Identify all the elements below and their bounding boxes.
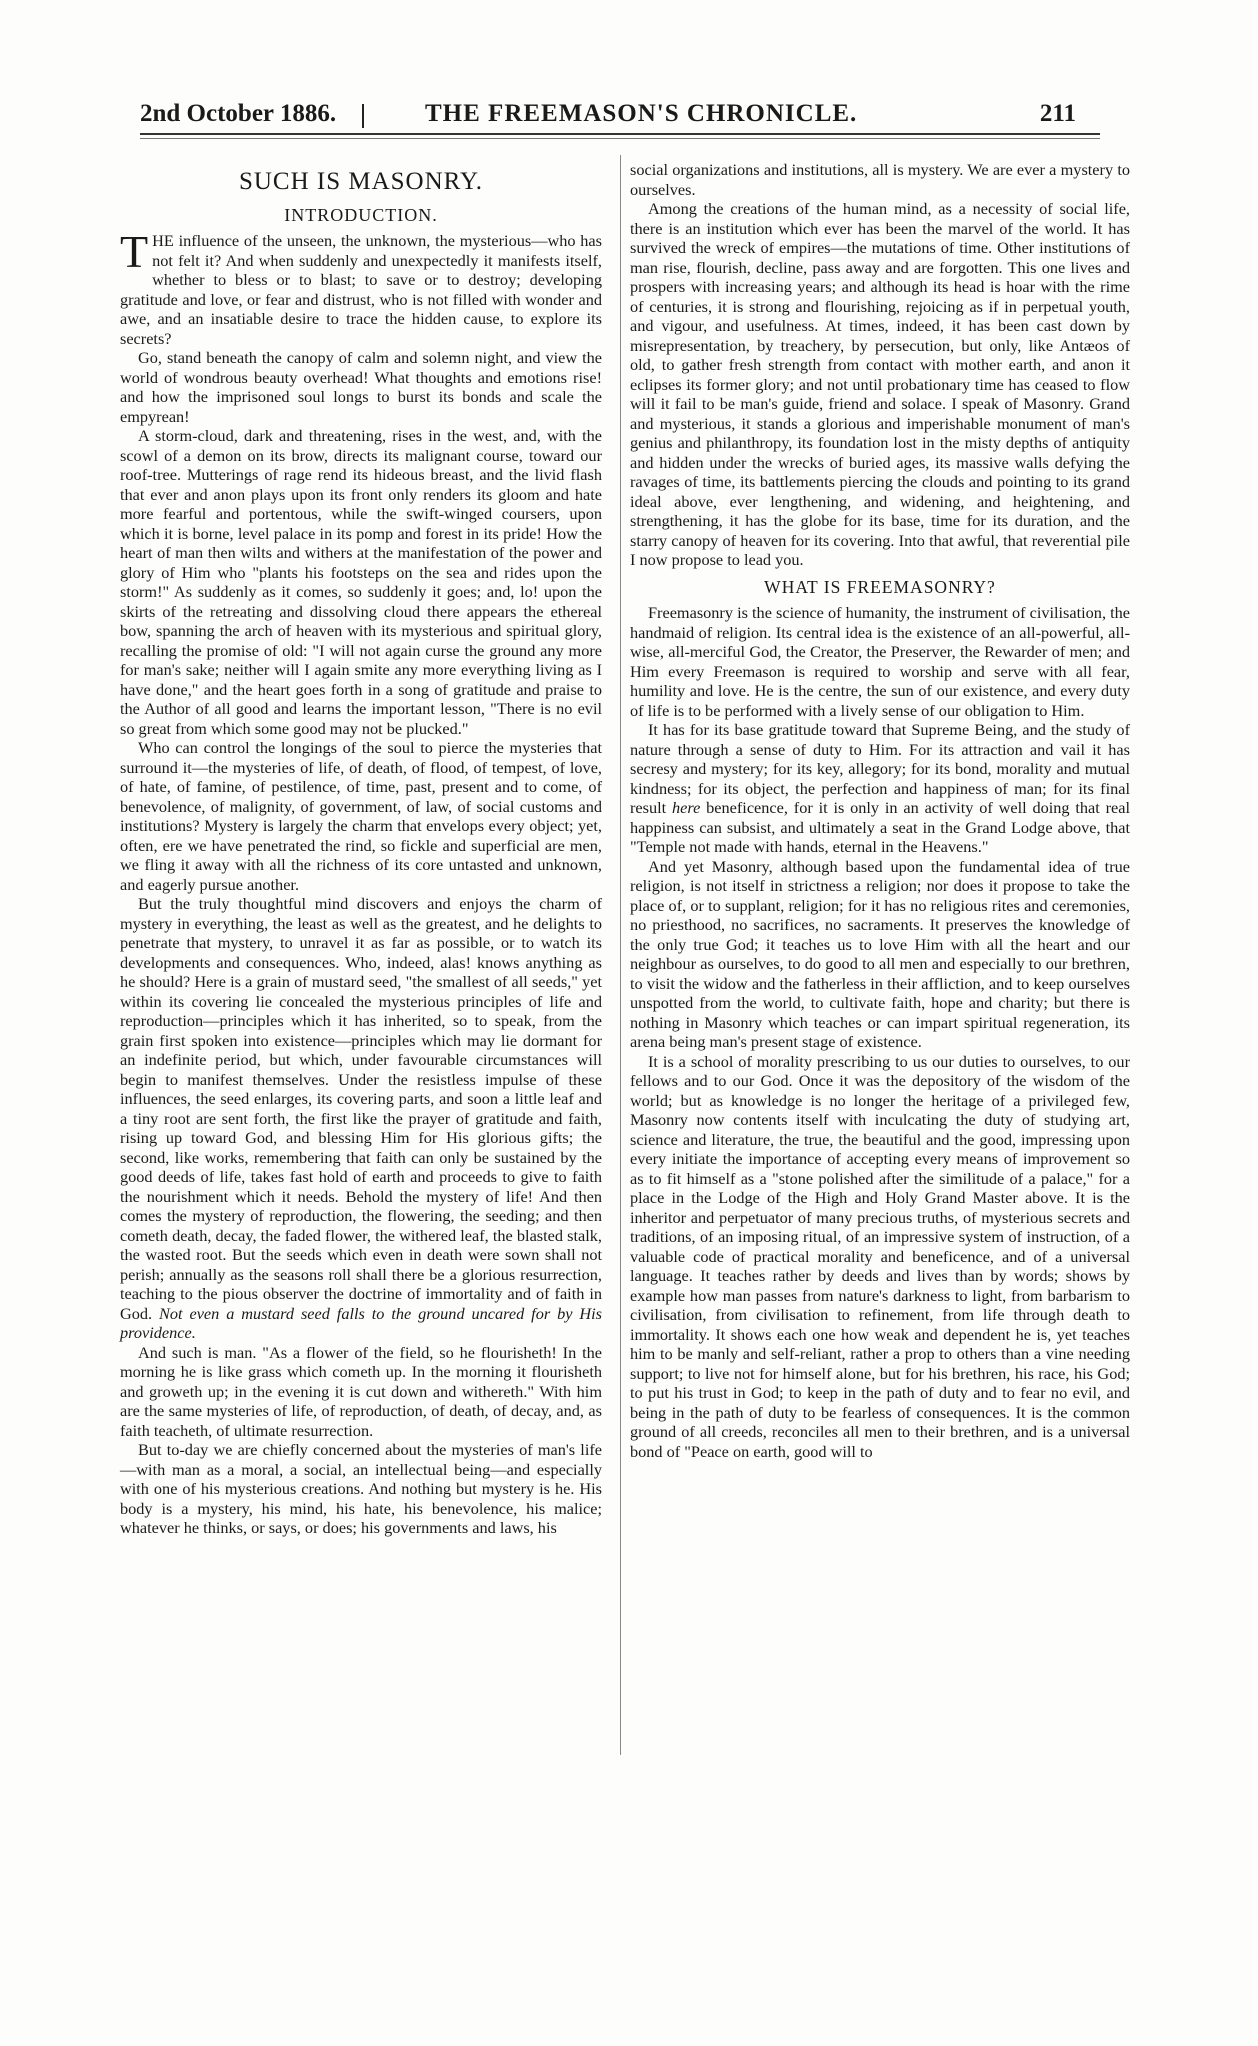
drop-cap: T: [120, 226, 149, 277]
paragraph: [120, 226, 602, 348]
paragraph-text: HE influence of the unseen, the unknown, the mysterious—who has not felt it? And when suddenly and unexpectedly it manifests itself, whether to bless or to blast; to save or to destroy; developing gratitude and love, or fear and distrust, who is not filled with wonder and awe, and an insatiable desire to trace the hidden cause, to explore its secrets?: [120, 231, 602, 348]
paragraph: [120, 894, 602, 1343]
paragraph: And yet Masonry, although based upon the fundamental idea of true religion, is not itself in strictness a religion; nor does it propose to take the place of, or to supplant, religion; for it has no religious rites and ceremonies, no priesthood, no sacrifices, no sacraments. It preserves the knowledge of the only true God; it teaches us to love Him with all the heart and our neighbour as ourselves, to do good to all men and especially to our brethren, to visit the widow and the fatherless in their affliction, and to keep ourselves unspotted from the world, to cultivate faith, hope and charity; but there is nothing in Masonry which teaches or can impart spiritual regeneration, its arena being man's present stage of existence.: [630, 856, 1130, 1051]
article-subtitle: INTRODUCTION.: [284, 204, 438, 225]
italic-text: here: [672, 798, 701, 817]
header-divider: [362, 104, 364, 128]
right-column: [630, 160, 1130, 1461]
section-heading: WHAT IS FREEMASONRY?: [764, 576, 996, 597]
paragraph-text: beneficence, for it is only in an activity of well doing that real happiness can subsist, and ultimately a seat in the Grand Lodge above, that "Temple not made with hands, eternal in the Heavens.": [630, 798, 1130, 856]
article-title: SUCH IS MASONRY.: [238, 168, 484, 195]
header-page-number: 211: [1039, 100, 1076, 127]
left-column: [120, 160, 602, 1538]
paragraph: Go, stand beneath the canopy of calm and solemn night, and view the world of wondrous beauty overhead! What thoughts and emotions rise! and how the imprisoned soul longs to burst its bonds and scale the empyrean!: [120, 348, 602, 426]
paragraph: A storm-cloud, dark and threatening, rises in the west, and, with the scowl of a demon on its brow, directs its malignant course, toward our roof-tree. Mutterings of rage rend its hideous breast, and the livid flash that ever and anon plays upon its front only renders its gloom and hate more fearful and portentous, while the swift-winged coursers, upon which it is borne, level palace in its pomp and forest in its pride! How the heart of man then wilts and withers at the manifestation of the power and glory of Him who "plants his footsteps on the sea and rides upon the storm!" As suddenly as it comes, so suddenly it goes; and, lo! upon the skirts of the retreating and dissolving cloud there appears the ethereal bow, spanning the arch of heaven with its mysterious and spiritual glory, recalling the promise of old: "I will not again curse the ground any more for man's sake; neither will I again smite any more everything living as I have done," and the heart goes forth in a song of gratitude and praise to the Author of all good and learns the important lesson, "There is no evil so great from which some good may not be plucked.": [120, 426, 602, 738]
paragraph: [630, 720, 1130, 857]
paragraph: Who can control the longings of the soul to pierce the mysteries that surround it—the mysteries of life, of death, of flood, of tempest, of love, of hate, of famine, of pestilence, of time, past, present and to come, of benevolence, of malignity, of government, of law, of social customs and institutions? Mystery is largely the charm that envelops every object; yet, often, ere we have penetrated the rind, so fickle and superficial are men, we fling it away with all the richness of its core untasted and unknown, and eagerly pursue another.: [120, 738, 602, 894]
header-date: 2nd October 1886.: [140, 100, 337, 127]
paragraph: Among the creations of the human mind, as a necessity of social life, there is an institution which ever has been the marvel of the world. It has survived the wreck of empires—the mutations of time. Other institutions of man rise, flourish, decline, pass away and are forgotten. This one lives and prospers with increasing years; and although its head is hoar with the rime of centuries, it is strong and flourishing, rejoicing as if in perpetual youth, and vigour, and usefulness. At times, indeed, it has been cast down by misrepresentation, by treachery, by persecution, but only, like Antæos of old, to gather fresh strength from contact with mother earth, and anon it eclipses its former glory; and not until probationary time has ceased to flow will it fail to be man's guide, friend and solace. I speak of Masonry. Grand and mysterious, it stands a glorious and imperishable monument of man's genius and philanthropy, its foundation lost in the misty depths of antiquity and hidden under the wrecks of buried ages, its massive walls defying the ravages of time, its battlements piercing the clouds and pointing to its grand ideal above, ever lengthening, and widening, and heightening, and strengthening, it has the globe for its base, time for its duration, and the starry canopy of heaven for its covering. Into that awful, that reverential pile I now propose to lead you.: [630, 199, 1130, 569]
paragraph-text: But the truly thoughtful mind discovers and enjoys the charm of mystery in everything, the least as well as the greatest, and he delights to penetrate that mystery, to unravel it as far as possible, or to watch its developments and consequences. Who, indeed, alas! knows anything as he should? Here is a grain of mustard seed, "the smallest of all seeds," yet within its covering lie concealed the mysterious principles of life and reproduction—principles which it has inherited, so to speak, from the grain first spoken into existence—principles which may lie dormant for an indefinite period, but which, under favourable circumstances will begin to manifest themselves. Under the resistless impulse of these influences, the seed enlarges, its covering parts, and soon a little leaf and a tiny root are sent forth, the first like the prayer of gratitude and faith, rising up toward God, and blessing Him for His glorious gifts; the second, like works, remembering that faith can only be sustained by the good deeds of life, takes fast hold of earth and proceeds to give to faith the nourishment which it needs. Behold the mystery of life! And then comes the mystery of reproduction, the flowering, the seeding; and then cometh death, decay, the faded flower, the withered leaf, the blasted stalk, the wasted root. But the seeds which even in death were sown shall not perish; annually as the seasons roll shall there be a glorious resurrection, teaching to the pious observer the doctrine of immortality and of faith in God.: [120, 894, 602, 1323]
column-divider: [620, 155, 621, 1755]
header-rule: [140, 133, 1100, 135]
paragraph: It is a school of morality prescribing to us our duties to ourselves, to our fellows and to our God. Once it was the depository of the wisdom of the world; but as knowledge is no longer the heritage of a privileged few, Masonry now contents itself with inculcating the duty of studying art, science and literature, the true, the beautiful and the good, impressing upon every initiate the importance of accepting every means of improvement so as to fit himself as a "stone polished after the similitude of a palace," for a place in the Lodge of the High and Holy Grand Master above. It is the inheritor and perpetuator of many precious truths, of mysterious secrets and traditions, of an imposing ritual, of an impressive system of instruction, of a valuable code of practical morality and beneficence, and of a universal language. It teaches rather by deeds and lives than by words; shows by example how man passes from nature's darkness to light, from barbarism to civilisation, from civilisation to refinement, from life through death to immortality. It shows each one how weak and dependent he is, yet teaches him to be manly and self-reliant, rather a prop to others than a vine needing support; to live not for himself alone, but for his brethren, his race, his God; to put his trust in God; to keep in the path of duty and to fear no evil, and being in the path of duty to be fearless of consequences. It is the common ground of all creeds, reconciles all men to their brethren, and is a universal bond of "Peace on earth, good will to: [630, 1051, 1130, 1461]
header-title: THE FREEMASON'S CHRONICLE.: [425, 100, 858, 127]
header-rule-thin: [140, 138, 1100, 139]
paragraph: But to-day we are chiefly concerned about the mysteries of man's life—with man as a moral, a social, an intellectual being—and especially with one of his mysterious creations. And nothing but mystery is he. His body is a mystery, his mind, his hate, his benevolence, his malice; whatever he thinks, or says, or does; his governments and laws, his: [120, 1440, 602, 1537]
paragraph: And such is man. "As a flower of the field, so he flourisheth! In the morning he is like grass which cometh up. In the morning it flourisheth and groweth up; in the evening it is cut down and withereth." With him are the same mysteries of life, of reproduction, of death, of decay, and, as faith teacheth, of ultimate resurrection.: [120, 1342, 602, 1440]
paragraph-text: It has for its base gratitude toward that Supreme Being, and the study of nature through a sense of duty to Him. For its attraction and vail it has secresy and mystery; for its key, allegory; for its bond, morality and mutual kindness; for its object, the perfection and happiness of man; for its final result: [630, 720, 1130, 817]
italic-text: Not even a mustard seed falls to the ground uncared for by His providence.: [120, 1303, 602, 1342]
paragraph: Freemasonry is the science of humanity, the instrument of civilisation, the handmaid of religion. Its central idea is the existence of an all-powerful, all-wise, all-merciful God, the Creator, the Preserver, the Rewarder of men; and Him every Freemason is required to worship and serve with all fear, humility and love. He is the centre, the sun of our existence, and every duty of life is to be performed with a lively sense of our obligation to Him.: [630, 603, 1130, 720]
paragraph: social organizations and institutions, all is mystery. We are ever a mystery to ourselves.: [630, 160, 1130, 199]
